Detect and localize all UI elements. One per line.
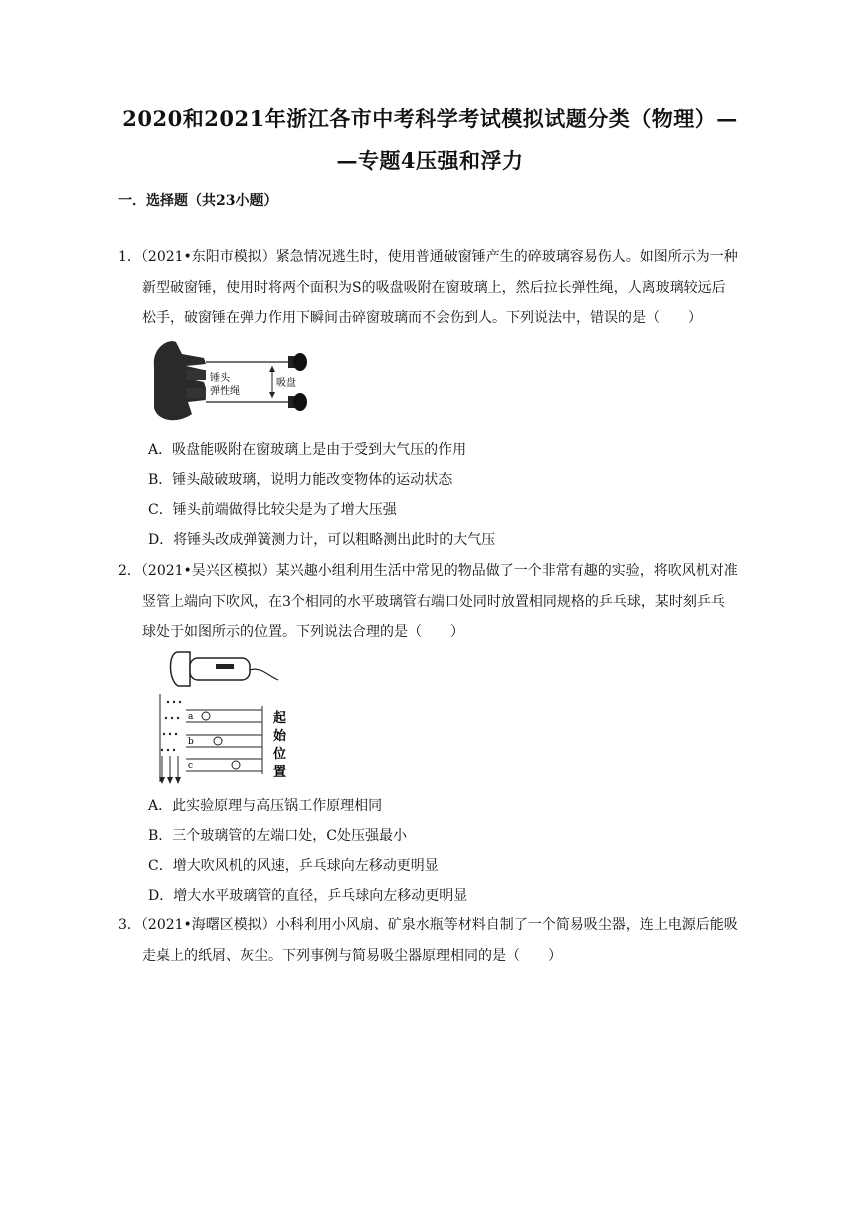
question-2-figure: [150, 646, 300, 792]
question-3-text: 3．（2021•海曙区模拟）小科利用小风扇、矿泉水瓶等材料自制了一个简易吸尘器，连上电源后能吸走桌上的纸屑、灰尘。下列事例与简易吸尘器原理相同的是（ ）: [118, 917, 738, 964]
q1-option-c: C．锤头前端做得比较尖是为了增大压强: [148, 502, 397, 518]
q1-option-b: B．锤头敲破玻璃，说明力能改变物体的运动状态: [148, 472, 453, 488]
label-start-2: 始: [273, 729, 287, 744]
q2-option-c: C．增大吹风机的风速，乒乓球向左移动更明显: [148, 858, 439, 874]
label-hammer: 锤头: [210, 373, 230, 384]
q2-option-a: A．此实验原理与高压锅工作原理相同: [148, 798, 383, 814]
label-tube-b: b: [188, 737, 194, 747]
label-start-1: 起: [273, 711, 287, 726]
label-start-4: 置: [273, 765, 287, 780]
label-suction-cup: 吸盘: [276, 378, 296, 389]
q2-option-d: D．增大水平玻璃管的直径，乒乓球向左移动更明显: [148, 888, 468, 904]
document-title-line-1: 2020和2021年浙江各市中考科学考试模拟试题分类（物理）—: [122, 106, 738, 131]
question-1-text: 1．（2021•东阳市模拟）紧急情况逃生时，使用普通破窗锤产生的碎玻璃容易伤人。如图所示为一种新型破窗锤，使用时将两个面积为S的吸盘吸附在窗玻璃上，然后拉长弹性绳，人离玻璃较远后松手，破窗锤在弹力作用下瞬间击碎窗玻璃而不会伤到人。下列说法中，错误的是（ ）: [118, 249, 738, 326]
label-tube-c: c: [188, 761, 194, 771]
label-tube-a: a: [188, 712, 194, 722]
q1-option-a: A．吸盘能吸附在窗玻璃上是由于受到大气压的作用: [148, 442, 467, 458]
section-heading: 一．选择题（共23小题）: [118, 193, 278, 209]
question-3: [118, 910, 738, 971]
label-start-3: 位: [273, 747, 287, 762]
question-2-text: 2．（2021•吴兴区模拟）某兴趣小组利用生活中常见的物品做了一个非常有趣的实验，将吹风机对准竖管上端向下吹风，在3个相同的水平玻璃管右端口处同时放置相同规格的乒乓球，某时刻乒乓球处于如图所示的位置。下列说法合理的是（ ）: [118, 563, 738, 640]
q1-option-d: D．将锤头改成弹簧测力计，可以粗略测出此时的大气压: [148, 532, 496, 548]
document-title-line-2: —专题4压强和浮力: [336, 148, 524, 173]
question-1-figure: [148, 336, 323, 430]
q2-option-b: B．三个玻璃管的左端口处，C处压强最小: [148, 828, 407, 844]
question-2: [118, 556, 738, 648]
question-1: [118, 242, 738, 334]
label-rope: 弹性绳: [210, 386, 240, 397]
